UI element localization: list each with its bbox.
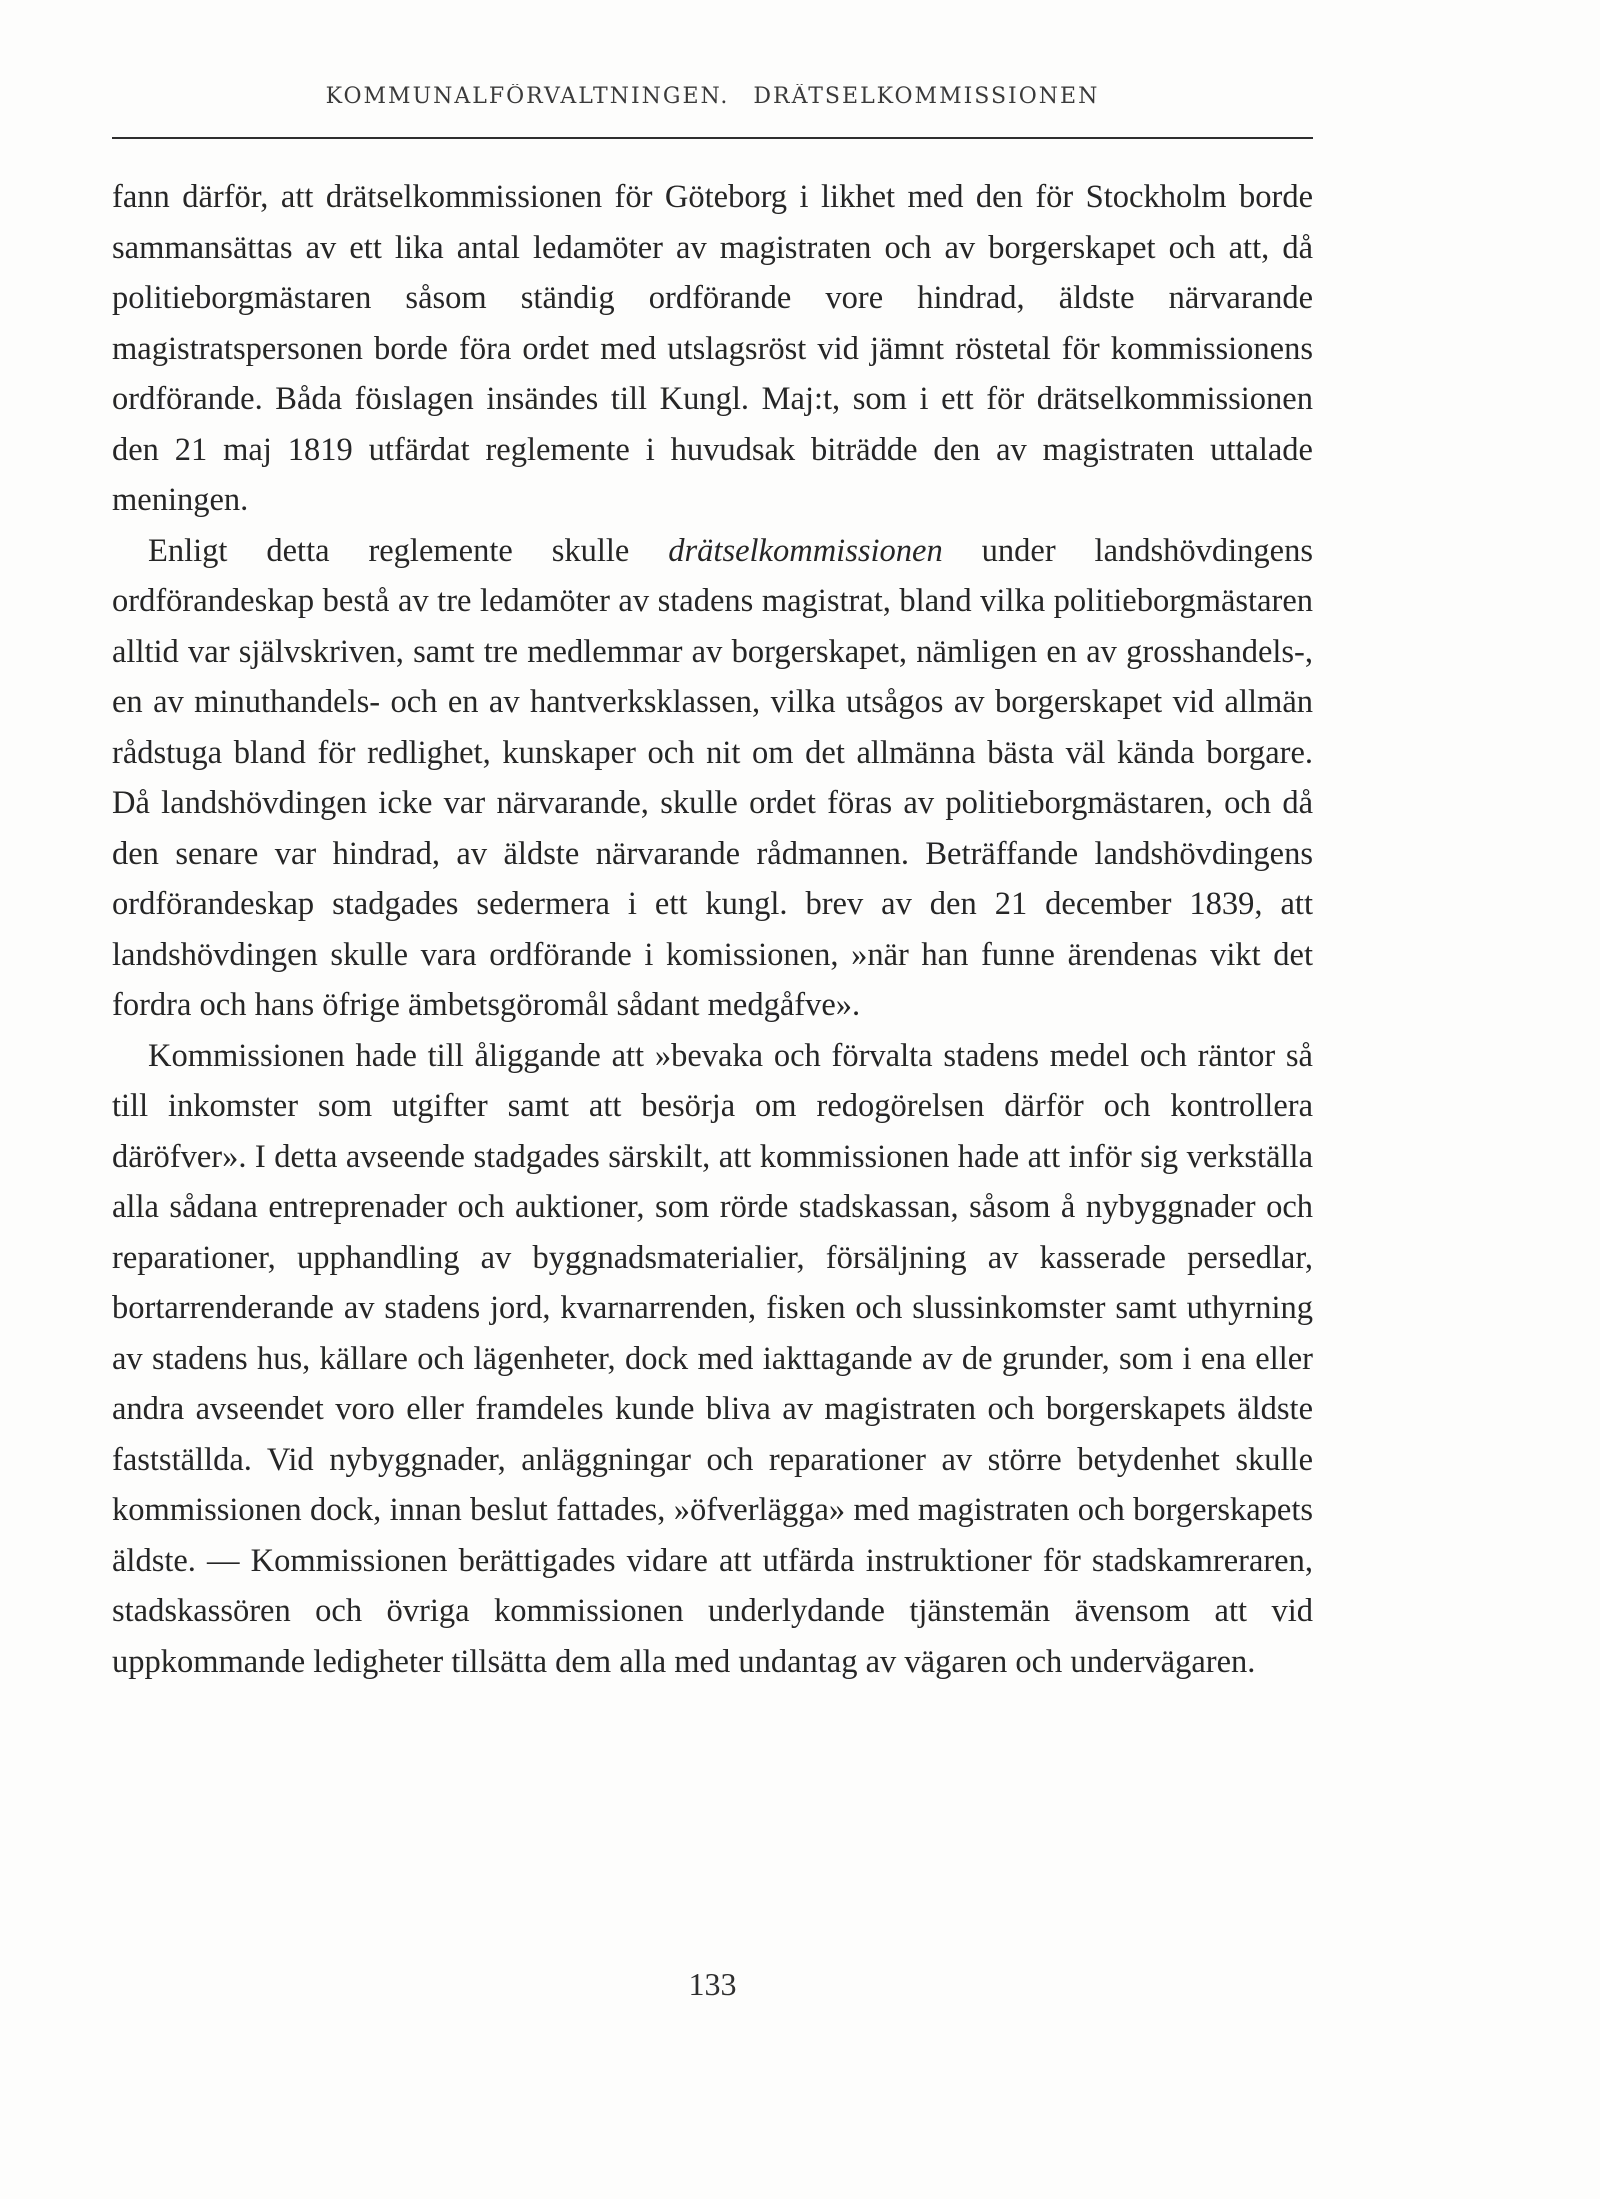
paragraph-2-rest: under landshövdingens ordförandeskap bestå av tre ledamöter av stadens magistrat, bland vilka politieborgmästaren alltid var självskriven, samt tre medlemmar av borgerskapet, nämligen en av grosshandels-, en av minuthandels- och en av hantverksklassen, vilka utsågos av borgerskapet vid allmän rådstuga bland för redlighet, kunskaper och nit om det allmänna bästa väl kända borgare. Då landshövdingen icke var närvarande, skulle ordet föras av politieborgmästaren, och då den senare var hindrad, av äldste närvarande rådmannen. Beträffande landshövdingens ordförandeskap stadgades sedermera i ett kungl. brev av den 21 december 1839, att landshövdingen skulle vara ordförande i komissionen, »när han funne ärendenas vikt det fordra och hans öfrige ämbetsgöromål sådant medgåfve». <box>112 532 1314 1023</box>
paragraph-3: Kommissionen hade till åliggande att »bevaka och förvalta stadens medel och räntor så till inkomster som utgifter samt att besörja om redogörelsen därför och kontrollera däröfver». I detta avseende stadgades särskilt, att kommissionen hade att inför sig verkställa alla sådana entreprenader och auktioner, som rörde stadskassan, såsom å nybyggnader och reparationer, upphandling av byggnadsmaterialier, försäljning av kasserade persedlar, bortarrenderande av stadens jord, kvarnarrenden, fisken och slussinkomster samt uthyrning av stadens hus, källare och lägenheter, dock med iakttagande av de grunder, som i ena eller andra avseendet voro eller framdeles kunde bliva av magistraten och borgerskapets äldste fastställda. Vid nybyggnader, anläggningar och reparationer av större betydenhet skulle kommissionen dock, innan beslut fattades, »öfverlägga» med magistraten och borgerskapets äldste. — Kommissionen berättigades vidare att utfärda instruktioner för stadskamreraren, stadskassören och övriga kommissionen underlydande tjänstemän ävensom att vid uppkommande ledigheter tillsätta dem alla med undantag av vägaren och undervägaren. <box>112 1037 1313 1680</box>
header-right: DRÄTSELKOMMISSIONEN <box>753 84 1100 109</box>
header-rule <box>112 137 1313 139</box>
page-number: 133 <box>688 1966 737 2002</box>
running-header <box>112 84 1313 109</box>
body-text <box>112 172 1313 1687</box>
paragraph-2-italic-term: drätselkommissionen <box>668 532 943 569</box>
paragraph-2-start: Enligt detta reglemente skulle <box>148 532 669 569</box>
paragraph-1: fann därför, att drätselkommissionen för Göteborg i likhet med den för Stockholm borde sammansättas av ett lika antal ledamöter av magistraten och av borgerskapet och att, då politieborgmästaren såsom ständig ordförande vore hindrad, äldste närvarande magistratspersonen borde föra ordet med utslagsröst vid jämnt röstetal för kommissionens ordförande. Båda föıslagen insändes till Kungl. Maj:t, som i ett för drätselkommissionen den 21 maj 1819 utfärdat reglemente i huvudsak biträdde den av magistraten uttalade meningen. <box>112 179 1313 518</box>
paragraph-2 <box>112 526 1313 1031</box>
header-left: KOMMUNALFÖRVALTNINGEN. <box>325 84 730 109</box>
